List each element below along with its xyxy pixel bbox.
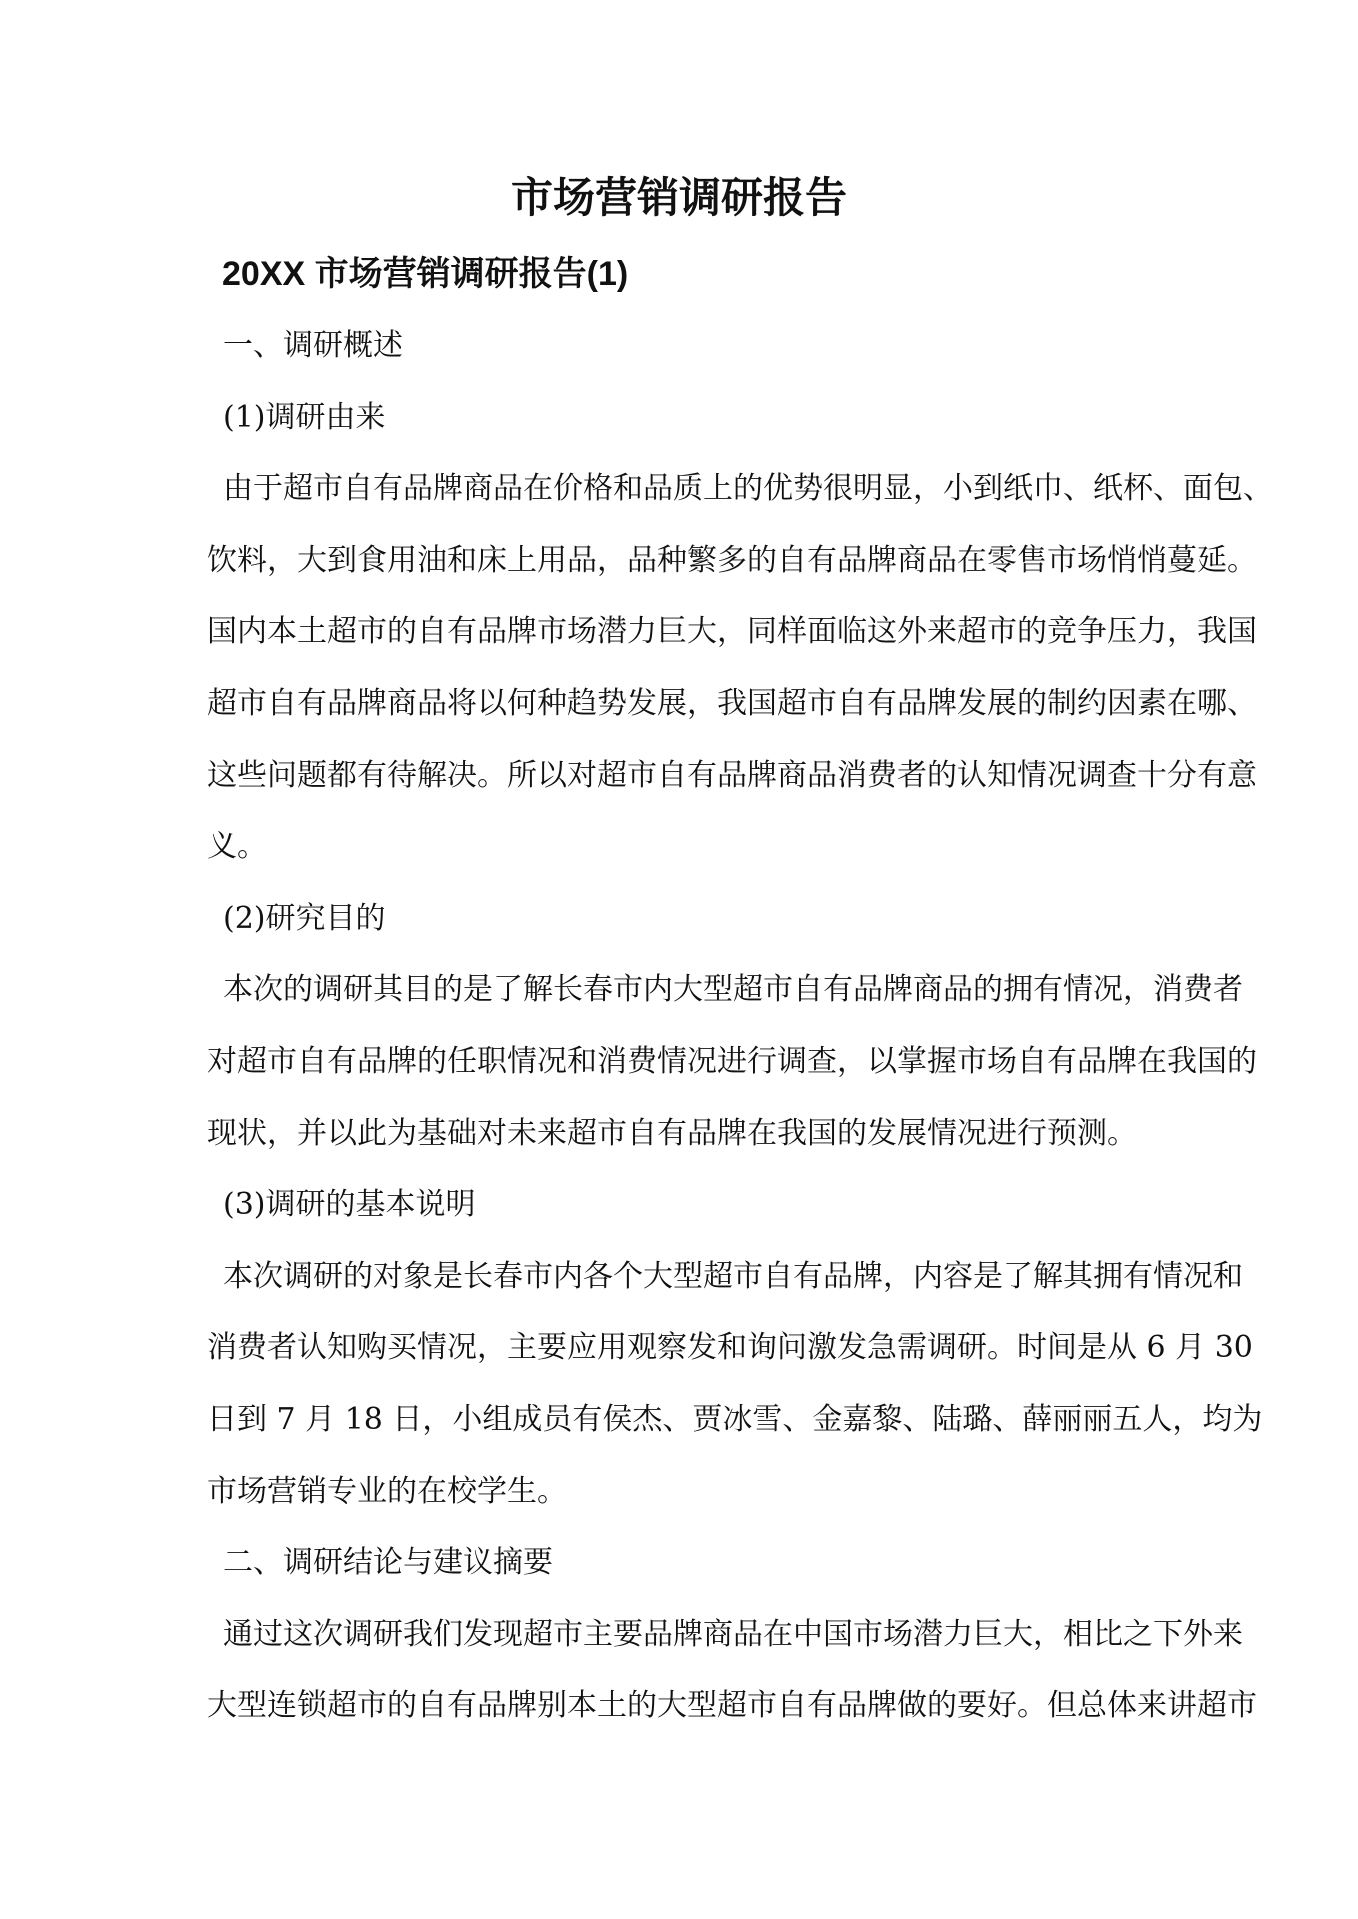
paragraph-line: 这些问题都有待解决。所以对超市自有品牌商品消费者的认知情况调查十分有意 <box>207 757 1257 793</box>
paragraph-line: 义。 <box>207 829 267 865</box>
section-heading: 一、调研概述 <box>223 328 403 363</box>
paragraph-line: 超市自有品牌商品将以何种趋势发展，我国超市自有品牌发展的制约因素在哪、 <box>207 685 1257 721</box>
paragraph-line: 通过这次调研我们发现超市主要品牌商品在中国市场潜力巨大，相比之下外来 <box>223 1616 1243 1652</box>
subsection-heading: (1)调研由来 <box>223 399 386 435</box>
paragraph-line: 市场营销专业的在校学生。 <box>207 1473 567 1509</box>
subsection-heading: (2)研究目的 <box>223 900 386 936</box>
paragraph-line: 饮料，大到食用油和床上用品，品种繁多的自有品牌商品在零售市场悄悄蔓延。 <box>207 542 1257 578</box>
paragraph-line: 本次的调研其目的是了解长春市内大型超市自有品牌商品的拥有情况，消费者 <box>223 972 1243 1008</box>
paragraph-line: 对超市自有品牌的任职情况和消费情况进行调查，以掌握市场自有品牌在我国的 <box>207 1043 1257 1079</box>
paragraph-line: 大型连锁超市的自有品牌别本土的大型超市自有品牌做的要好。但总体来讲超市 <box>207 1688 1257 1724</box>
paragraph-line: 本次调研的对象是长春市内各个大型超市自有品牌，内容是了解其拥有情况和 <box>223 1258 1243 1294</box>
document-title: 市场营销调研报告 <box>510 173 847 222</box>
section-heading: 二、调研结论与建议摘要 <box>223 1545 553 1581</box>
paragraph-line: 现状，并以此为基础对未来超市自有品牌在我国的发展情况进行预测。 <box>207 1115 1137 1151</box>
paragraph-line: 由于超市自有品牌商品在价格和品质上的优势很明显，小到纸巾、纸杯、面包、 <box>223 471 1273 507</box>
paragraph-line: 国内本土超市的自有品牌市场潜力巨大，同样面临这外来超市的竞争压力，我国 <box>207 614 1257 650</box>
document-body <box>207 310 1273 1742</box>
paragraph-line: 消费者认知购买情况，主要应用观察发和询问激发急需调研。时间是从 6 月 30 <box>207 1330 1253 1366</box>
report-heading: 20XX 市场营销调研报告(1) <box>222 255 629 293</box>
subsection-heading: (3)调研的基本说明 <box>223 1187 476 1223</box>
paragraph-line: 日到 7 月 18 日，小组成员有侯杰、贾冰雪、金嘉黎、陆璐、薛丽丽五人，均为 <box>207 1401 1263 1437</box>
